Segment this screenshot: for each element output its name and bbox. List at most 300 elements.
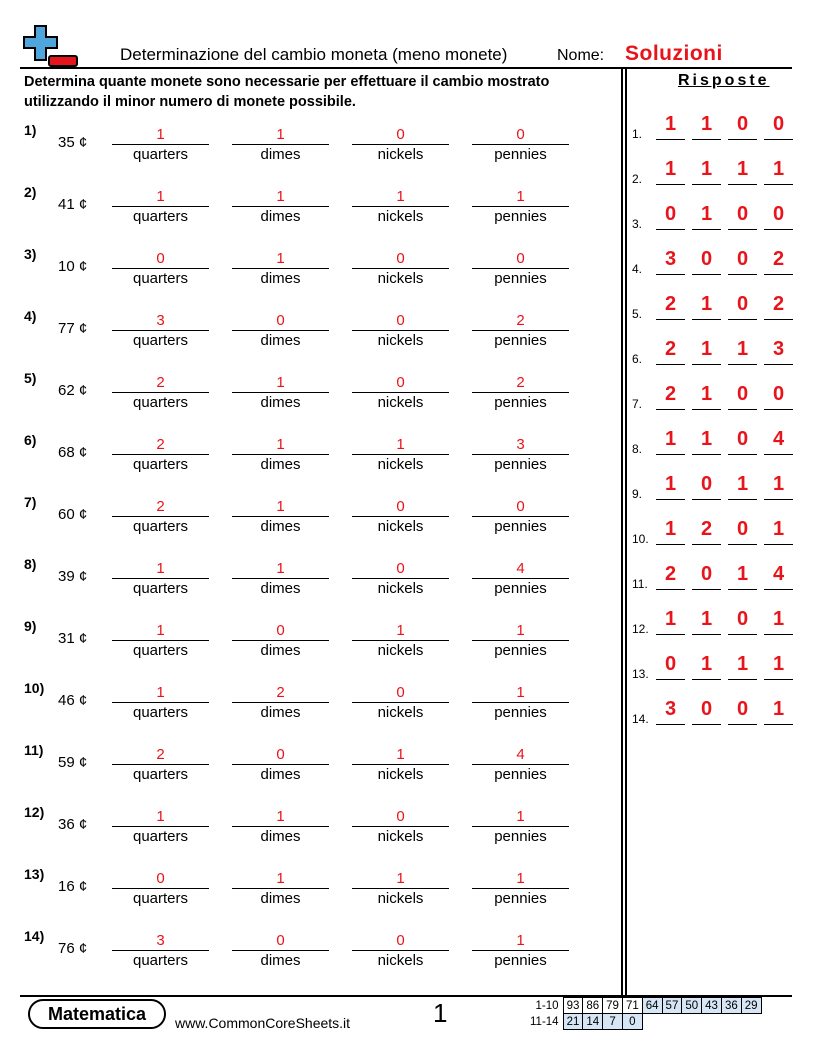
math-logo-icon (22, 24, 80, 68)
name-value: Soluzioni (625, 42, 723, 65)
answer-key-value: 1 (736, 473, 749, 495)
answer-key-number: 12. (632, 622, 649, 636)
answer-key-cell (656, 428, 685, 456)
coin-answer-value: 3 (156, 312, 165, 329)
answer-line (112, 392, 209, 393)
answer-key-line (728, 139, 757, 140)
problem-amount: 59 ¢ (58, 754, 88, 771)
problem-amount: 41 ¢ (58, 196, 88, 213)
answer-key-line (728, 589, 757, 590)
coin-label: dimes (260, 642, 301, 659)
coin-answer-field[interactable] (232, 556, 329, 600)
answer-key-cell (728, 113, 757, 141)
answer-key-line (728, 364, 757, 365)
score-cell: 14 (583, 1014, 603, 1030)
coin-answer-field[interactable] (472, 866, 569, 910)
answer-key-line (728, 724, 757, 725)
coin-answer-field[interactable] (352, 184, 449, 228)
answer-line (352, 702, 449, 703)
answer-key-value: 2 (664, 563, 677, 585)
coin-answer-field[interactable] (472, 370, 569, 414)
coin-answer-field[interactable] (472, 804, 569, 848)
answer-key-line (692, 634, 721, 635)
coin-label: nickels (377, 208, 424, 225)
coin-answer-value: 1 (156, 684, 165, 701)
answer-key-value: 0 (736, 248, 749, 270)
answer-key-line (692, 454, 721, 455)
answer-line (472, 392, 569, 393)
answer-key-value: 4 (772, 563, 785, 585)
answer-key-cell (728, 293, 757, 321)
coin-answer-field[interactable] (112, 370, 209, 414)
answer-key-line (656, 274, 685, 275)
coin-answer-field[interactable] (472, 494, 569, 538)
coin-label: pennies (494, 704, 547, 721)
coin-answer-field[interactable] (232, 680, 329, 724)
coin-label: pennies (494, 642, 547, 659)
coin-answer-value: 1 (276, 560, 285, 577)
coin-answer-field[interactable] (352, 308, 449, 352)
answer-key-cell (656, 338, 685, 366)
coin-answer-value: 1 (156, 622, 165, 639)
coin-answer-field[interactable] (232, 866, 329, 910)
coin-label: pennies (494, 332, 547, 349)
answer-line (352, 516, 449, 517)
coin-label: dimes (260, 518, 301, 535)
coin-answer-field[interactable] (472, 618, 569, 662)
answer-key-line (764, 679, 793, 680)
answer-key-value: 0 (772, 113, 785, 135)
coin-label: quarters (132, 208, 189, 225)
instructions: Determina quante monete sono necessarie per effettuare il cambio mostrato utilizzando il minor numero di monete possibile. (24, 74, 550, 110)
answer-line (232, 516, 329, 517)
coin-label: nickels (377, 456, 424, 473)
coin-answer-value: 4 (516, 560, 525, 577)
coin-label: pennies (494, 766, 547, 783)
answer-key-line (764, 454, 793, 455)
coin-answer-field[interactable] (232, 184, 329, 228)
answer-key-line (764, 139, 793, 140)
problem-amount: 77 ¢ (58, 320, 88, 337)
coin-answer-value: 1 (276, 870, 285, 887)
coin-answer-field[interactable] (352, 618, 449, 662)
coin-answer-field[interactable] (112, 494, 209, 538)
answer-key-row (632, 293, 802, 333)
answer-line (232, 268, 329, 269)
coin-label: nickels (377, 580, 424, 597)
answer-line (232, 888, 329, 889)
answer-key-line (764, 544, 793, 545)
answer-key-cell (656, 608, 685, 636)
answer-line (112, 578, 209, 579)
score-cell: 0 (622, 1014, 642, 1030)
coin-answer-field[interactable] (472, 680, 569, 724)
answer-key-value: 0 (772, 203, 785, 225)
coin-answer-field[interactable] (112, 804, 209, 848)
coin-answer-value: 0 (396, 250, 405, 267)
answer-key-line (656, 679, 685, 680)
score-cell: 93 (563, 998, 583, 1014)
answer-key-number: 2. (632, 172, 643, 186)
answer-key-value: 1 (700, 158, 713, 180)
coin-answer-value: 1 (156, 188, 165, 205)
answer-line (472, 950, 569, 951)
answer-key-value: 0 (772, 383, 785, 405)
coin-answer-field[interactable] (112, 308, 209, 352)
coin-answer-value: 4 (516, 746, 525, 763)
coin-label: quarters (132, 518, 189, 535)
coin-label: dimes (260, 394, 301, 411)
answer-key-number: 13. (632, 667, 649, 681)
coin-label: quarters (132, 394, 189, 411)
coin-answer-field[interactable] (232, 928, 329, 972)
answer-line (232, 702, 329, 703)
answer-key-row (632, 473, 802, 513)
coin-answer-field[interactable] (232, 742, 329, 786)
coin-answer-value: 0 (396, 374, 405, 391)
answer-line (472, 144, 569, 145)
answer-key-value: 0 (736, 518, 749, 540)
answer-key-line (656, 319, 685, 320)
coin-label: pennies (494, 394, 547, 411)
problem-amount: 16 ¢ (58, 878, 88, 895)
coin-answer-value: 2 (156, 746, 165, 763)
answer-key-line (728, 499, 757, 500)
coin-label: dimes (260, 270, 301, 287)
answer-key-value: 3 (664, 248, 677, 270)
name-label: Nome: (557, 47, 605, 64)
answer-key-value: 1 (772, 473, 785, 495)
coin-answer-field[interactable] (472, 122, 569, 166)
answer-key-value: 2 (772, 248, 785, 270)
coin-answer-field[interactable] (472, 432, 569, 476)
answer-key-row (632, 653, 802, 693)
answer-key-line (656, 139, 685, 140)
coin-label: quarters (132, 146, 189, 163)
coin-label: dimes (260, 952, 301, 969)
coin-label: nickels (377, 394, 424, 411)
coin-answer-field[interactable] (472, 246, 569, 290)
problem-number: 8) (24, 556, 37, 572)
coin-answer-value: 0 (156, 870, 165, 887)
coin-answer-field[interactable] (112, 742, 209, 786)
coin-answer-field[interactable] (112, 184, 209, 228)
answer-key-cell (764, 518, 793, 546)
coin-answer-field[interactable] (352, 494, 449, 538)
answer-key-cell (764, 383, 793, 411)
score-cell: 71 (622, 998, 642, 1014)
answer-key-value: 2 (664, 383, 677, 405)
answer-key-row (632, 248, 802, 288)
answer-key-number: 8. (632, 442, 643, 456)
problem-number: 11) (24, 742, 44, 758)
answer-line (112, 144, 209, 145)
answer-key-cell (656, 113, 685, 141)
coin-answer-field[interactable] (232, 246, 329, 290)
page-number: 1 (433, 998, 448, 1028)
coin-answer-field[interactable] (112, 680, 209, 724)
coin-answer-value: 0 (276, 932, 285, 949)
answer-key-line (764, 499, 793, 500)
coin-answer-field[interactable] (352, 122, 449, 166)
answer-key-cell (764, 293, 793, 321)
coin-answer-value: 2 (156, 374, 165, 391)
problem-number: 5) (24, 370, 37, 386)
coin-answer-value: 2 (156, 498, 165, 515)
score-cell: 86 (583, 998, 603, 1014)
answer-key-line (728, 454, 757, 455)
answer-line (472, 888, 569, 889)
coin-answer-field[interactable] (472, 184, 569, 228)
problem-number: 13) (24, 866, 45, 882)
answer-line (352, 206, 449, 207)
coin-label: nickels (377, 642, 424, 659)
score-row-label: 1-10 (535, 999, 559, 1012)
coin-answer-field[interactable] (472, 742, 569, 786)
answer-line (352, 268, 449, 269)
coin-answer-value: 1 (516, 684, 525, 701)
answer-key-number: 3. (632, 217, 643, 231)
problem-row (0, 494, 620, 544)
coin-answer-value: 1 (276, 374, 285, 391)
coin-answer-field[interactable] (112, 246, 209, 290)
coin-answer-value: 0 (276, 622, 285, 639)
problem-row (0, 308, 620, 358)
problem-row (0, 556, 620, 606)
answer-key-value: 1 (700, 338, 713, 360)
coin-label: quarters (132, 766, 189, 783)
answer-key-line (656, 364, 685, 365)
answer-key-cell (728, 428, 757, 456)
problem-number: 1) (24, 122, 37, 138)
answer-key-cell (656, 563, 685, 591)
coin-answer-value: 1 (276, 436, 285, 453)
answer-line (352, 392, 449, 393)
coin-answer-value: 1 (396, 436, 405, 453)
coin-answer-field[interactable] (112, 618, 209, 662)
problem-number: 2) (24, 184, 37, 200)
answer-key-cell (728, 473, 757, 501)
coin-answer-field[interactable] (472, 308, 569, 352)
answer-key-cell (764, 473, 793, 501)
score-cell: 43 (702, 998, 722, 1014)
coin-answer-field[interactable] (112, 866, 209, 910)
answer-key-line (692, 679, 721, 680)
answer-key-cell (728, 203, 757, 231)
coin-answer-field[interactable] (352, 742, 449, 786)
answer-line (472, 268, 569, 269)
answer-key-line (692, 589, 721, 590)
answer-key-value: 1 (736, 563, 749, 585)
answer-key-value: 0 (736, 203, 749, 225)
answer-key-number: 4. (632, 262, 643, 276)
answer-key-line (764, 634, 793, 635)
answer-line (232, 764, 329, 765)
problem-amount: 68 ¢ (58, 444, 88, 461)
answer-key-cell (656, 653, 685, 681)
coin-answer-field[interactable] (352, 680, 449, 724)
answer-key-line (656, 589, 685, 590)
coin-answer-field[interactable] (352, 804, 449, 848)
coin-answer-field[interactable] (112, 432, 209, 476)
coin-answer-field[interactable] (352, 866, 449, 910)
answer-key-cell (728, 158, 757, 186)
coin-answer-field[interactable] (352, 370, 449, 414)
answer-line (352, 454, 449, 455)
coin-label: pennies (494, 270, 547, 287)
coin-answer-field[interactable] (232, 494, 329, 538)
answer-line (352, 578, 449, 579)
coin-answer-value: 3 (156, 932, 165, 949)
coin-answer-value: 1 (516, 870, 525, 887)
answer-key-number: 11. (632, 577, 648, 591)
answer-key-cell (728, 383, 757, 411)
problem-number: 10) (24, 680, 45, 696)
answer-key-value: 0 (700, 563, 713, 585)
coin-answer-field[interactable] (352, 556, 449, 600)
answer-key-number: 7. (632, 397, 643, 411)
coin-answer-field[interactable] (472, 928, 569, 972)
answer-key-value: 1 (736, 338, 749, 360)
coin-answer-value: 1 (516, 188, 525, 205)
answer-key-line (692, 139, 721, 140)
coin-answer-field[interactable] (112, 122, 209, 166)
answer-line (112, 516, 209, 517)
coin-answer-value: 0 (396, 932, 405, 949)
score-cell: 29 (741, 998, 761, 1014)
answer-key-value: 2 (664, 338, 677, 360)
coin-answer-field[interactable] (232, 370, 329, 414)
coin-answer-value: 0 (516, 498, 525, 515)
answer-key-value: 3 (772, 338, 785, 360)
answer-key-cell (656, 473, 685, 501)
coin-answer-value: 1 (396, 622, 405, 639)
answer-key-line (692, 544, 721, 545)
answer-key-line (764, 229, 793, 230)
answer-key-cell (728, 563, 757, 591)
answer-key-value: 1 (700, 653, 713, 675)
answer-key-value: 1 (664, 113, 677, 135)
coin-answer-field[interactable] (232, 432, 329, 476)
coin-answer-value: 0 (396, 126, 405, 143)
score-cell: 57 (662, 998, 682, 1014)
problem-number: 12) (24, 804, 45, 820)
problem-row (0, 866, 620, 916)
coin-label: nickels (377, 890, 424, 907)
answer-key-value: 2 (664, 293, 677, 315)
answer-key-line (692, 229, 721, 230)
answer-key-cell (728, 248, 757, 276)
coin-answer-value: 0 (516, 126, 525, 143)
answer-key-row (632, 698, 802, 738)
answer-key-number: 1. (632, 127, 643, 141)
answer-key-number: 5. (632, 307, 643, 321)
answer-key-cell (692, 428, 721, 456)
answer-key-line (692, 724, 721, 725)
answer-key-value: 1 (772, 518, 785, 540)
answer-key-line (656, 229, 685, 230)
answer-line (112, 330, 209, 331)
answer-key-value: 2 (700, 518, 713, 540)
problem-amount: 10 ¢ (58, 258, 88, 275)
coin-label: quarters (132, 642, 189, 659)
answer-key-cell (764, 113, 793, 141)
answer-key-value: 0 (736, 698, 749, 720)
answer-key-value: 0 (700, 698, 713, 720)
answer-key-line (692, 184, 721, 185)
answer-key-cell (764, 338, 793, 366)
coin-answer-value: 2 (276, 684, 285, 701)
coin-answer-field[interactable] (352, 928, 449, 972)
coin-label: nickels (377, 332, 424, 349)
answer-key-value: 1 (736, 158, 749, 180)
answer-key-line (728, 634, 757, 635)
answer-key-cell (656, 518, 685, 546)
answer-key-line (656, 499, 685, 500)
answer-key-line (728, 409, 757, 410)
coin-answer-field[interactable] (232, 618, 329, 662)
coin-answer-field[interactable] (112, 556, 209, 600)
coin-answer-value: 0 (156, 250, 165, 267)
coin-answer-value: 1 (396, 746, 405, 763)
answer-key-value: 2 (772, 293, 785, 315)
answer-key-value: 0 (664, 653, 677, 675)
answer-line (112, 268, 209, 269)
answer-key-line (656, 184, 685, 185)
coin-label: dimes (260, 580, 301, 597)
coin-answer-field[interactable] (232, 122, 329, 166)
coin-answer-field[interactable] (232, 804, 329, 848)
answer-key-cell (656, 158, 685, 186)
answer-key-line (764, 274, 793, 275)
coin-answer-value: 0 (396, 560, 405, 577)
coin-label: nickels (377, 518, 424, 535)
answer-key-value: 0 (700, 248, 713, 270)
coin-answer-field[interactable] (352, 432, 449, 476)
answer-line (352, 330, 449, 331)
coin-label: dimes (260, 766, 301, 783)
answer-line (352, 640, 449, 641)
coin-label: nickels (377, 952, 424, 969)
coin-answer-field[interactable] (112, 928, 209, 972)
answer-line (232, 330, 329, 331)
answer-key-line (692, 364, 721, 365)
answer-line (112, 640, 209, 641)
answer-key-cell (692, 383, 721, 411)
coin-answer-value: 1 (156, 560, 165, 577)
answer-key-line (656, 544, 685, 545)
problem-amount: 60 ¢ (58, 506, 88, 523)
coin-label: dimes (260, 146, 301, 163)
problem-row (0, 184, 620, 234)
coin-answer-field[interactable] (472, 556, 569, 600)
answer-line (112, 702, 209, 703)
answer-key-cell (764, 248, 793, 276)
answer-key-value: 1 (700, 428, 713, 450)
answer-line (232, 578, 329, 579)
answer-key-number: 9. (632, 487, 643, 501)
answer-key-row (632, 338, 802, 378)
answer-key-line (728, 544, 757, 545)
coin-answer-field[interactable] (352, 246, 449, 290)
answer-key-value: 1 (700, 293, 713, 315)
answer-key-value: 1 (700, 608, 713, 630)
coin-label: dimes (260, 704, 301, 721)
answer-key-row (632, 518, 802, 558)
coin-answer-field[interactable] (232, 308, 329, 352)
answer-key-line (692, 499, 721, 500)
coin-answer-value: 0 (396, 312, 405, 329)
